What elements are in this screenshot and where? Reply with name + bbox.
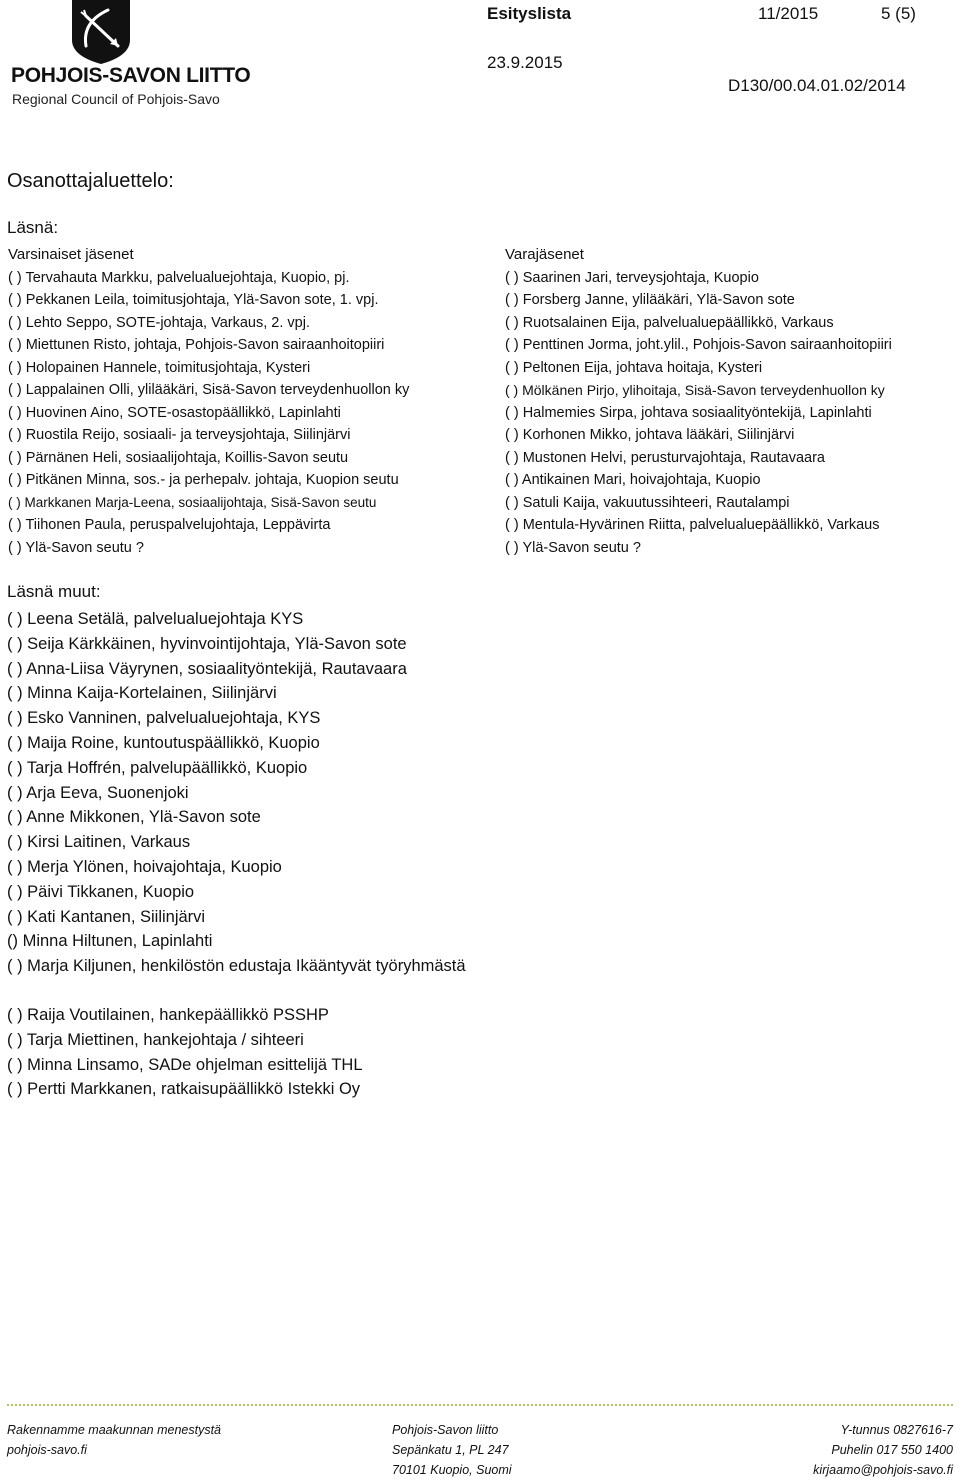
list-item: ( ) Minna Linsamo, SADe ohjelman esittelijä THL <box>7 1055 363 1074</box>
list-item: ( ) Seija Kärkkäinen, hyvinvointijohtaja, Ylä-Savon sote <box>7 634 407 653</box>
footer-phone: Puhelin 017 550 1400 <box>831 1443 953 1457</box>
list-item: ( ) Satuli Kaija, vakuutussihteeri, Rautalampi <box>505 494 790 511</box>
footer-email-link[interactable]: kirjaamo@pohjois-savo.fi <box>813 1463 953 1477</box>
list-item: ( ) Maija Roine, kuntoutuspäällikkö, Kuopio <box>7 733 320 752</box>
footer-org: Pohjois-Savon liitto <box>392 1423 499 1437</box>
list-item: ( ) Leena Setälä, palvelualuejohtaja KYS <box>7 610 304 628</box>
document-type: Esityslista <box>487 4 572 23</box>
list-item: ( ) Tarja Hoffrén, palvelupäällikkö, Kuopio <box>7 758 308 777</box>
section-title: Osanottajaluettelo: <box>7 170 174 192</box>
footer-divider <box>7 1404 953 1406</box>
footer-city: 70101 Kuopio, Suomi <box>392 1463 512 1477</box>
list-item: ( ) Korhonen Mikko, johtava lääkäri, Siilinjärvi <box>505 427 795 443</box>
list-item: ( ) Anne Mikkonen, Ylä-Savon sote <box>7 808 261 827</box>
list-item: ( ) Peltonen Eija, johtava hoitaja, Kysteri <box>505 359 763 376</box>
list-item: ( ) Holopainen Hannele, toimitusjohtaja, Kysteri <box>8 359 311 376</box>
list-item: ( ) Arja Eeva, Suonenjoki <box>7 783 189 802</box>
list-item: ( ) Pekkanen Leila, toimitusjohtaja, Ylä-Savon sote, 1. vpj. <box>8 292 379 308</box>
list-item: ( ) Ruotsalainen Eija, palvelualuepäällikkö, Varkaus <box>505 314 834 331</box>
document-number: 11/2015 <box>758 4 819 23</box>
present-label: Läsnä: <box>7 218 59 237</box>
list-item: ( ) Minna Kaija-Kortelainen, Siilinjärvi <box>7 684 277 703</box>
list-item: ( ) Esko Vanninen, palvelualuejohtaja, KYS <box>7 709 321 728</box>
others-label: Läsnä muut: <box>7 582 101 601</box>
others-list <box>7 607 466 979</box>
logo-emblem <box>72 0 130 64</box>
list-item: ( ) Mölkänen Pirjo, ylihoitaja, Sisä-Savon terveydenhuollon ky <box>505 382 885 398</box>
footer-street: Sepänkatu 1, PL 247 <box>392 1443 509 1457</box>
footer-website-link[interactable]: pohjois-savo.fi <box>7 1443 87 1457</box>
reference-number: D130/00.04.01.02/2014 <box>728 76 906 95</box>
list-item: ( ) Pitkänen Minna, sos.- ja perhepalv. johtaja, Kuopion seutu <box>8 472 399 488</box>
list-item: ( ) Mustonen Helvi, perusturvajohtaja, Rautavaara <box>505 449 825 466</box>
list-item: ( ) Ylä-Savon seutu ? <box>505 539 641 556</box>
list-item: ( ) Miettunen Risto, johtaja, Pohjois-Savon sairaanhoitopiiri <box>8 337 385 353</box>
list-item: ( ) Mentula-Hyvärinen Riitta, palvelualuepäällikkö, Varkaus <box>505 517 880 533</box>
members-heading: Varsinaiset jäsenet <box>8 246 134 263</box>
list-item: ( ) Halmemies Sirpa, johtava sosiaalityöntekijä, Lapinlahti <box>505 404 872 421</box>
list-item: ( ) Tarja Miettinen, hankejohtaja / sihteeri <box>7 1030 304 1049</box>
list-item: ( ) Päivi Tikkanen, Kuopio <box>7 882 195 901</box>
list-item: ( ) Saarinen Jari, terveysjohtaja, Kuopio <box>505 269 759 286</box>
list-item: ( ) Lehto Seppo, SOTE-johtaja, Varkaus, 2. vpj. <box>8 314 310 331</box>
footer-contact <box>783 1420 953 1480</box>
list-item: ( ) Anna-Liisa Väyrynen, sosiaalityöntekijä, Rautavaara <box>7 659 407 678</box>
list-item: ( ) Lappalainen Olli, ylilääkäri, Sisä-Savon terveydenhuollon ky <box>8 382 410 398</box>
list-item: ( ) Forsberg Janne, ylilääkäri, Ylä-Savon sote <box>505 292 795 308</box>
list-item: ( ) Pertti Markkanen, ratkaisupäällikkö Istekki Oy <box>7 1080 361 1099</box>
footer-left <box>7 1420 221 1460</box>
list-item: ( ) Ruostila Reijo, sosiaali- ja terveysjohtaja, Siilinjärvi <box>8 427 351 443</box>
members-column <box>8 244 409 559</box>
list-item: () Minna Hiltunen, Lapinlahti <box>7 932 213 951</box>
list-item: ( ) Tiihonen Paula, peruspalvelujohtaja, Leppävirta <box>8 517 331 533</box>
logo-wordmark: POHJOIS-SAVON LIITTO <box>11 64 251 87</box>
list-item: ( ) Marja Kiljunen, henkilöstön edustaja Ikääntyvät työryhmästä <box>7 957 466 976</box>
footer-business-id: Y-tunnus 0827616-7 <box>840 1423 953 1437</box>
guests-list <box>7 1003 363 1102</box>
footer-slogan: Rakennamme maakunnan menestystä <box>7 1423 222 1437</box>
deputies-heading: Varajäsenet <box>505 246 584 263</box>
page-number: 5 (5) <box>881 4 916 23</box>
deputies-column <box>505 244 892 559</box>
list-item: ( ) Pärnänen Heli, sosiaalijohtaja, Koillis-Savon seutu <box>8 449 349 466</box>
document-date: 23.9.2015 <box>487 53 563 72</box>
list-item: ( ) Kati Kantanen, Siilinjärvi <box>7 907 206 926</box>
list-item: ( ) Merja Ylönen, hoivajohtaja, Kuopio <box>7 857 282 876</box>
logo-subtitle: Regional Council of Pohjois-Savo <box>12 91 220 107</box>
list-item: ( ) Kirsi Laitinen, Varkaus <box>7 833 191 852</box>
list-item: ( ) Raija Voutilainen, hankepäällikkö PSSHP <box>7 1006 329 1024</box>
list-item: ( ) Ylä-Savon seutu ? <box>8 539 144 556</box>
list-item: ( ) Huovinen Aino, SOTE-osastopäällikkö, Lapinlahti <box>8 404 341 421</box>
list-item: ( ) Tervahauta Markku, palvelualuejohtaja, Kuopio, pj. <box>8 269 350 286</box>
footer-address <box>392 1420 512 1480</box>
list-item: ( ) Markkanen Marja-Leena, sosiaalijohtaja, Sisä-Savon seutu <box>8 494 377 510</box>
list-item: ( ) Penttinen Jorma, joht.ylil., Pohjois-Savon sairaanhoitopiiri <box>505 337 892 353</box>
list-item: ( ) Antikainen Mari, hoivajohtaja, Kuopio <box>505 472 761 488</box>
